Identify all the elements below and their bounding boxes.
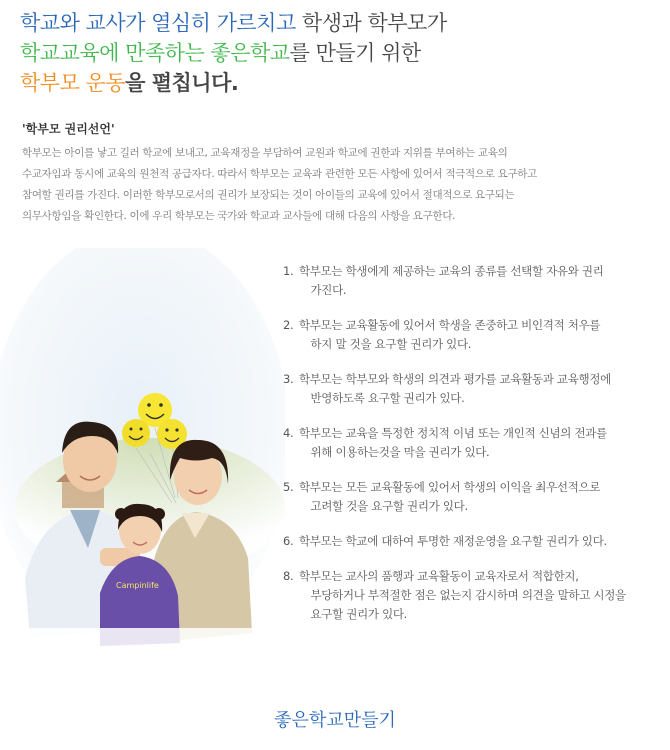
right-text-line: 학부모는 교사의 품행과 교육활동이 교육자로서 적합한지, <box>299 569 579 583</box>
family-illustration <box>0 248 285 668</box>
right-text-line: 반영하도록 요구할 권리가 있다. <box>310 391 465 405</box>
headline-line-1 <box>20 8 660 38</box>
rights-list <box>283 262 670 640</box>
right-number: 4. <box>283 426 294 440</box>
right-text-line: 학부모는 모든 교육활동에 있어서 학생의 이익을 최우선적으로 <box>299 480 601 494</box>
headline-segment: 학교교육에 만족하는 좋은학교 <box>20 41 290 65</box>
right-text-line: 학부모는 교육활동에 있어서 학생을 존중하고 비인격적 처우를 <box>299 318 601 332</box>
right-item <box>283 316 670 354</box>
right-text <box>299 262 670 300</box>
right-text-line: 학부모는 교육을 특정한 정치적 이념 또는 개인적 신념의 전과를 <box>299 426 607 440</box>
right-text-line: 고려할 것을 요구할 권리가 있다. <box>310 499 468 513</box>
right-number: 1. <box>283 264 294 278</box>
right-item <box>283 262 670 300</box>
right-item <box>283 478 670 516</box>
right-item <box>283 424 670 462</box>
right-number: 3. <box>283 372 294 386</box>
right-item <box>283 532 670 551</box>
right-text <box>299 370 670 408</box>
family-photo <box>0 248 285 668</box>
declaration-line: 참여할 권리를 가진다. 이러한 학부모로서의 권리가 보장되는 것이 아이들의 교육에 있어서 절대적으로 요구되는 <box>22 189 515 201</box>
right-text <box>299 532 670 551</box>
right-text <box>299 424 670 462</box>
parent-rights-declaration <box>22 120 642 227</box>
footer-title: 좋은학교만들기 <box>274 710 396 731</box>
right-text-line: 부당하거나 부적절한 점은 없는지 감시하며 의견을 말하고 시정을 <box>310 588 626 602</box>
right-text-line: 가진다. <box>310 283 347 297</box>
right-text <box>299 567 670 624</box>
right-text-line: 학부모는 학교에 대하여 투명한 재정운영을 요구할 권리가 있다. <box>299 534 607 548</box>
declaration-title: '학부모 권리선언' <box>22 122 115 136</box>
declaration-body <box>22 143 642 227</box>
right-text-line: 위해 이용하는것을 막을 권리가 있다. <box>310 445 490 459</box>
headline-segment: 을 펼칩니다. <box>125 71 239 95</box>
headline-segment: 학생과 학부모가 <box>295 11 447 35</box>
declaration-line: 수교자임과 동시에 교육의 원천적 공급자다. 따라서 학부모는 교육과 관련한 모든 사항에 있어서 적극적으로 요구하고 <box>22 168 537 180</box>
right-text-line: 학부모는 학생에게 제공하는 교육의 종류를 선택할 자유와 권리 <box>299 264 604 278</box>
right-number: 5. <box>283 480 294 494</box>
headline <box>20 8 660 98</box>
headline-line-3 <box>20 68 660 98</box>
right-number: 6. <box>283 534 294 548</box>
headline-segment: 를 만들기 위한 <box>289 41 421 65</box>
right-text-line: 학부모는 학부모와 학생의 의견과 평가를 교육활동과 교육행정에 <box>299 372 611 386</box>
declaration-line: 학부모는 아이를 낳고 길러 학교에 보내고, 교육재정을 부담하여 교원과 학교에 권한과 지위를 부여하는 교육의 <box>22 147 508 159</box>
right-number: 2. <box>283 318 294 332</box>
declaration-line: 의무사항임을 확인한다. 이에 우리 학부모는 국가와 학교과 교사들에 대해 다음의 사항을 요구한다. <box>22 210 456 222</box>
right-text-line: 요구할 권리가 있다. <box>310 607 408 621</box>
right-text-line: 하지 말 것을 요구할 권리가 있다. <box>310 337 472 351</box>
headline-segment: 학부모 운동 <box>20 71 126 95</box>
headline-segment: 학교와 교사가 열심히 가르치고 <box>20 11 296 35</box>
right-text <box>299 478 670 516</box>
child-shirt-text: Campinlife <box>116 581 159 590</box>
right-item <box>283 370 670 408</box>
right-text <box>299 316 670 354</box>
headline-line-2 <box>20 38 660 68</box>
right-number: 8. <box>283 569 294 583</box>
right-item <box>283 567 670 624</box>
